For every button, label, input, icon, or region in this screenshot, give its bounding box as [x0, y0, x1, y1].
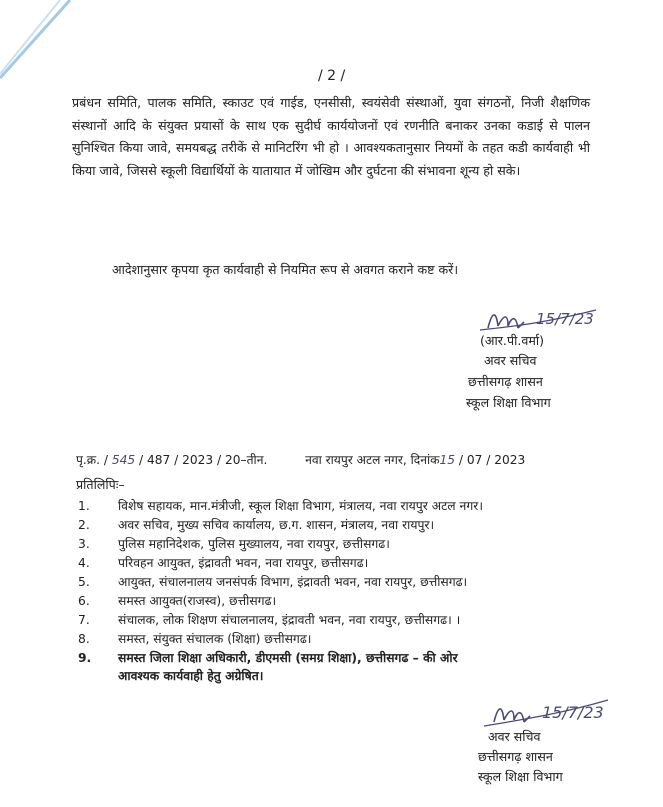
copy-to-item: 3. पुलिस महानिदेशक, पुलिस मुख्यालय, नवा रायपुर, छत्तीसगढ। [78, 537, 390, 551]
signature-2-text: 15/7/23 [542, 703, 604, 722]
body-paragraph: प्रबंधन समिति, पालक समिति, स्काउट एवं गाईड, एनसीसी, स्वयंसेवी संस्थाओं, युवा संगठनों, निजी शैक्षणिक संस्थानों आदि के संयुक्त प्रयासों के साथ एक सुदीर्घ कार्ययोजनों एवं रणनीति बनाकर उनका कडाई से पालन सुनिश्चित किया जावे, समयबद्ध तरीकें से मानिटरिंग भी हो । आवश्यकतानुसार नियमों के तहत कडी कार्यवाही भी किया जावे, जिससे स्कूली विद्यार्थियों के यातायात में जोखिम और दुर्घटना की संभावना शून्य हो सके। [72, 95, 590, 178]
copy-to-item: 8. समस्त, संयुक्त संचालक (शिक्षा) छत्तीसगढ। [78, 632, 312, 646]
ref-handwritten-number: 545 [111, 453, 136, 467]
ref-mid: / 487 / 2023 / 20–तीन. [139, 453, 268, 467]
signatory-block-2 [478, 727, 563, 787]
ref-place: नवा रायपुर अटल नगर, दिनांक [305, 453, 440, 467]
copy-to-list [78, 497, 598, 669]
copy-to-item: 4. परिवहन आयुक्त, इंद्रावती भवन, नवा रायपुर, छत्तीसगढ। [78, 556, 369, 570]
footer-designation: अवर सचिव [488, 729, 541, 744]
signatory-government: छत्तीसगढ़ शासन [468, 374, 543, 389]
copy-to-item: 5. आयुक्त, संचालनालय जनसंपर्क विभाग, इंद्रावती भवन, नवा रायपुर, छत्तीसगढ। [78, 575, 468, 589]
ref-handwritten-day: 15 [439, 453, 456, 467]
signatory-designation: अवर सचिव [484, 353, 537, 368]
footer-department: स्कूल शिक्षा विभाग [478, 769, 563, 784]
copy-to-item9-continuation: आवश्यक कार्यवाही हेतु अग्रेषित। [118, 669, 264, 683]
copy-to-item: 9. समस्त जिला शिक्षा अधिकारी, डीएमसी (समग्र शिक्षा), छत्तीसगढ – की ओर [78, 651, 458, 665]
order-line: आदेशानुसार कृपया कृत कार्यवाही से नियमित रूप से अवगत कराने कष्ट करें। [112, 262, 459, 277]
footer-government: छत्तीसगढ़ शासन [478, 749, 553, 764]
copy-to-title: प्रतिलिपिः– [76, 477, 125, 492]
corner-mark [0, 0, 90, 80]
copy-to-item: 1. विशेष सहायक, मान.मंत्रीजी, स्कूल शिक्षा विभाग, मंत्रालय, नवा रायपुर अटल नगर। [78, 499, 483, 513]
signatory-name: (आर.पी.वर्मा) [480, 333, 545, 348]
signatory-department: स्कूल शिक्षा विभाग [466, 395, 551, 410]
copy-to-item: 7. संचालक, लोक शिक्षण संचालनालय, इंद्रावती भवन, नवा रायपुर, छत्तीसगढ। । [78, 613, 461, 627]
signature-1-text: 15/7/23 [536, 310, 594, 328]
signatory-block-1 [466, 332, 551, 411]
page-number: / 2 / [318, 68, 346, 84]
reference-line [76, 451, 525, 468]
ref-date-rest: / 07 / 2023 [458, 453, 526, 467]
copy-to-item: 2. अवर सचिव, मुख्य सचिव कार्यालय, छ.ग. शासन, मंत्रालय, नवा रायपुर। [78, 518, 435, 532]
ref-prefix: पृ.क्र. / [76, 453, 109, 467]
copy-to-item: 6. समस्त आयुक्त(राजस्व), छत्तीसगढ। [78, 594, 277, 608]
